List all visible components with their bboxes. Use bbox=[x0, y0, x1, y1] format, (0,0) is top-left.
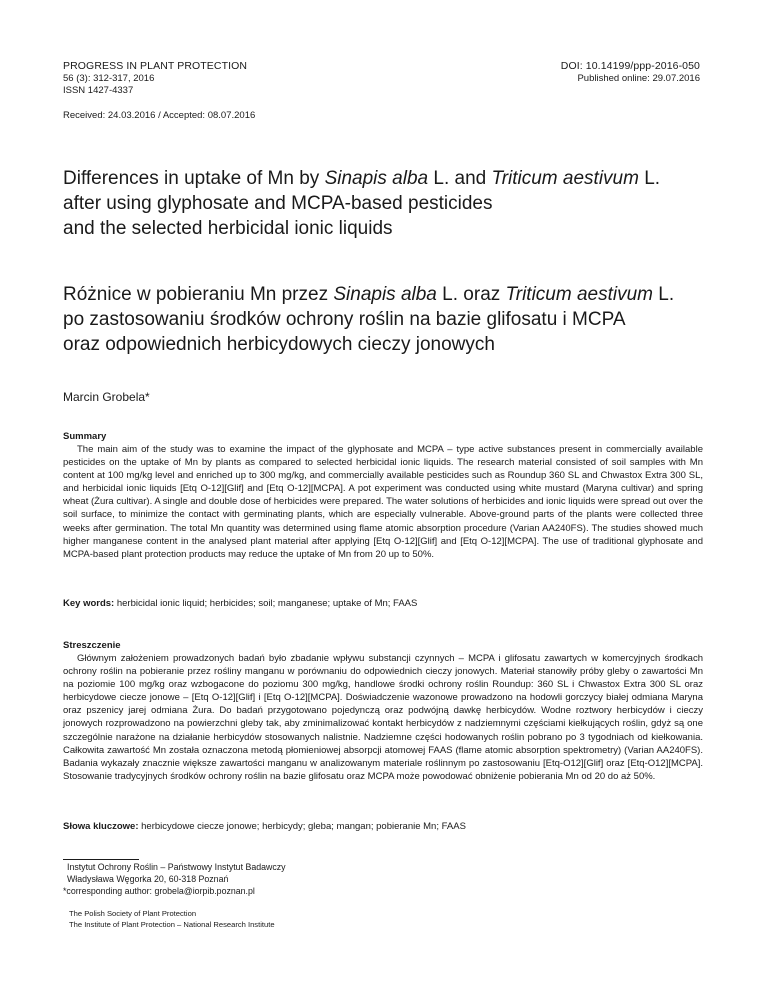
title-english-line3: and the selected herbicidal ionic liquids bbox=[63, 218, 393, 239]
journal-name: PROGRESS IN PLANT PROTECTION bbox=[63, 60, 248, 72]
summary-heading: Summary bbox=[63, 431, 107, 442]
title-english bbox=[63, 166, 713, 241]
streszczenie-heading: Streszczenie bbox=[63, 640, 121, 651]
volume-pages: 56 (3): 312-317, 2016 bbox=[63, 73, 155, 84]
title-english-line1: Differences in uptake of Mn by Sinapis alba L. and Triticum aestivum L. bbox=[63, 168, 661, 189]
received-accepted-dates: Received: 24.03.2016 / Accepted: 08.07.2016 bbox=[63, 110, 256, 121]
title-polish-line2: po zastosowaniu środków ochrony roślin na bazie glifosatu i MCPA bbox=[63, 309, 626, 330]
footnote-institute: Instytut Ochrony Roślin – Państwowy Instytut Badawczy bbox=[67, 862, 286, 872]
author: Marcin Grobela* bbox=[63, 390, 150, 404]
title-polish-line1: Różnice w pobieraniu Mn przez Sinapis alba L. oraz Triticum aestivum L. bbox=[63, 284, 675, 305]
title-english-line2: after using glyphosate and MCPA-based pesticides bbox=[63, 193, 493, 214]
streszczenie-text: Głównym założeniem prowadzonych badań było zbadanie wpływu substancji czynnych – MCPA i glifosatu zawartych w komercyjnych środkach ochrony roślin na pobieranie przez rośliny manganu w porównaniu do odpowiednich cieczy jonowych. Materiał stanowiły próby gleby o zawartości Mn na poziomie 100 mg/kg oraz wzbogacone do poziomu 300 mg/kg, handlowe środki ochrony roślin Roundup: 360 SL i Chwastox Extra 300 SL oraz herbicydowe ciecze jonowe – [Etq O-12][Glif] i [Etq O-12][MCPA]. Doświadczenie wazonowe prowadzono na hodowli gorczycy białej odmiana Maryna oraz pszenicy jarej odmiana Żura. Do badań przygotowano pojedynczą oraz podwójną dawkę herbicydów. Wodne roztwory herbicydów i cieczy jonowych rozprowadzono na powierzchni gleby tak, aby zminimalizować kontakt herbicydów z nadziemnymi częściami kiełkujących roślin, gdyż są one szczególnie narażone na działanie herbicydów stosowanych nalistnie. Nadziemne części hodowanych roślin pobrano po 3 tygodniach od kiełkowania. Całkowita zawartość Mn została oznaczona metodą płomieniowej absorpcji atomowej FAAS (flame atomic absorption spektrometry) (Varian AA240FS). Badania wykazały znacznie większe zawartości manganu w analizowanym materiale roślinnym po zastosowaniu [Etq-O12][Glif] oraz [Etq-O12][MCPA]. Stosowanie tradycyjnych środków ochrony roślin na bazie glifosatu oraz MCPA może powodować obniżenie pobierania Mn od 20 do aż 50%. bbox=[63, 653, 703, 782]
slowa-kluczowe-label: Słowa kluczowe: bbox=[63, 821, 139, 832]
keywords bbox=[63, 598, 703, 609]
footnote-rule bbox=[63, 859, 139, 860]
title-polish-line3: oraz odpowiednich herbicydowych cieczy jonowych bbox=[63, 334, 495, 355]
doi[interactable]: DOI: 10.14199/ppp-2016-050 bbox=[560, 60, 700, 72]
society-line1: The Polish Society of Plant Protection bbox=[69, 909, 197, 918]
issn: ISSN 1427-4337 bbox=[63, 85, 134, 96]
footnote-address: Władysława Węgorka 20, 60-318 Poznań bbox=[67, 874, 229, 884]
slowa-kluczowe-text: herbicydowe ciecze jonowe; herbicydy; gleba; mangan; pobieranie Mn; FAAS bbox=[138, 821, 466, 832]
summary-text: The main aim of the study was to examine the impact of the glyphosate and MCPA – type active substances present in commercially available pesticides on the uptake of Mn by plants as compared to selected herbicidal ionic liquids. The research material consisted of soil samples with Mn content at 100 mg/kg level and enriched up to 300 mg/kg, and commercially available pesticides such as Roundup 360 SL and Chwastox Extra 300 SL, and herbicidal ionic liquids [Etq O-12][Glif] and [Etq O-12][MCPA]. A pot experiment was conducted using white mustard (Maryna cultivar) and spring wheat (Żura cultivar). A single and double dose of herbicides were prepared. The water solutions of herbicides and ionic liquids were spread out over the soil surface, to minimize the contact with germinating plants, which are especially vulnerable. Above-ground parts of the plants were collected three weeks after germination. The total Mn quantity was determined using flame atomic absorption procedure (Varian AA240FS). The studies showed much higher manganese content in the analysed plant material after applying [Etq O-12][Glif] and [Etq O-12][MCPA]. The use of traditional glyphosate and MCPA-based plant protection products may reduce the uptake of Mn from 20 up to 50%. bbox=[63, 444, 703, 560]
footnote-email[interactable]: *corresponding author: grobela@iorpib.poznan.pl bbox=[63, 886, 255, 896]
title-polish bbox=[63, 282, 713, 357]
society-block bbox=[69, 909, 275, 930]
keywords-text: herbicidal ionic liquid; herbicides; soil; manganese; uptake of Mn; FAAS bbox=[114, 598, 418, 609]
keywords-label: Key words: bbox=[63, 598, 115, 609]
society-line2: The Institute of Plant Protection – National Research Institute bbox=[69, 919, 275, 929]
published-date: Published online: 29.07.2016 bbox=[577, 73, 700, 84]
slowa-kluczowe bbox=[63, 821, 703, 832]
footnote bbox=[63, 861, 286, 897]
